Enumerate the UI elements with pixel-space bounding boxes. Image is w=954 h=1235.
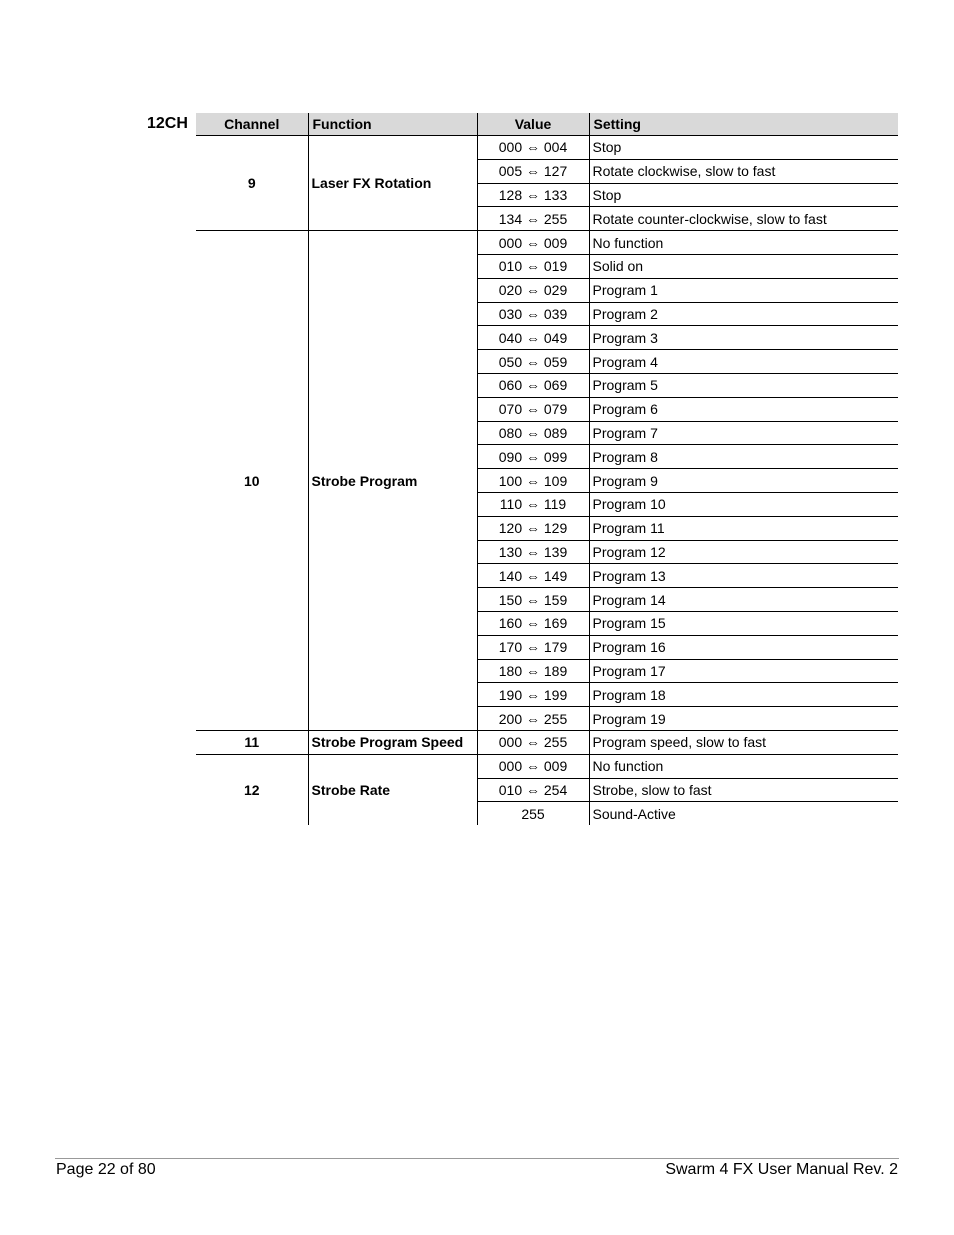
value-cell: 050 ⇔ 059 [477, 350, 589, 374]
value-cell: 020 ⇔ 029 [477, 278, 589, 302]
setting-cell: Program speed, slow to fast [589, 730, 898, 754]
value-cell: 090 ⇔ 099 [477, 445, 589, 469]
table-header-row [196, 113, 898, 136]
channel-cell: 10 [196, 231, 308, 731]
channel-cell: 9 [196, 136, 308, 231]
setting-cell: Program 4 [589, 350, 898, 374]
setting-cell: Program 2 [589, 302, 898, 326]
setting-cell: Program 7 [589, 421, 898, 445]
value-cell: 140 ⇔ 149 [477, 564, 589, 588]
value-cell: 134 ⇔ 255 [477, 207, 589, 231]
setting-cell: Rotate counter-clockwise, slow to fast [589, 207, 898, 231]
setting-cell: Program 12 [589, 540, 898, 564]
header-value: Value [477, 113, 589, 136]
setting-cell: Program 11 [589, 516, 898, 540]
channel-cell: 11 [196, 730, 308, 754]
value-cell: 000 ⇔ 009 [477, 231, 589, 255]
footer-page-number: Page 22 of 80 [56, 1161, 156, 1178]
dmx-channel-table [196, 113, 898, 825]
table-row [196, 136, 898, 160]
value-cell: 010 ⇔ 019 [477, 254, 589, 278]
value-cell: 160 ⇔ 169 [477, 611, 589, 635]
mode-label: 12CH [147, 115, 188, 132]
footer-manual-title: Swarm 4 FX User Manual Rev. 2 [665, 1161, 898, 1178]
setting-cell: Program 5 [589, 373, 898, 397]
setting-cell: Rotate clockwise, slow to fast [589, 159, 898, 183]
table-row [196, 231, 898, 255]
value-cell: 110 ⇔ 119 [477, 492, 589, 516]
value-cell: 030 ⇔ 039 [477, 302, 589, 326]
value-cell: 255 [477, 802, 589, 825]
value-cell: 005 ⇔ 127 [477, 159, 589, 183]
function-cell: Strobe Rate [308, 754, 477, 825]
value-cell: 128 ⇔ 133 [477, 183, 589, 207]
setting-cell: Program 9 [589, 469, 898, 493]
footer-divider [55, 1158, 899, 1159]
channel-cell: 12 [243, 781, 260, 798]
function-cell: Laser FX Rotation [308, 136, 477, 231]
setting-cell: Solid on [589, 254, 898, 278]
setting-cell: Program 14 [589, 588, 898, 612]
value-cell: 080 ⇔ 089 [477, 421, 589, 445]
value-cell: 180 ⇔ 189 [477, 659, 589, 683]
value-cell: 010 ⇔ 254 [477, 778, 589, 802]
setting-cell: Program 19 [589, 707, 898, 731]
setting-cell: Program 1 [589, 278, 898, 302]
header-function: Function [308, 113, 477, 136]
header-setting: Setting [589, 113, 898, 136]
setting-cell: Program 15 [589, 611, 898, 635]
table-row [196, 730, 898, 754]
value-cell: 170 ⇔ 179 [477, 635, 589, 659]
setting-cell: Strobe, slow to fast [589, 778, 898, 802]
setting-cell: Program 18 [589, 683, 898, 707]
table-body [196, 136, 898, 826]
value-cell: 200 ⇔ 255 [477, 707, 589, 731]
value-cell: 150 ⇔ 159 [477, 588, 589, 612]
setting-cell: Stop [589, 136, 898, 160]
value-cell: 120 ⇔ 129 [477, 516, 589, 540]
setting-cell: No function [589, 231, 898, 255]
value-cell: 190 ⇔ 199 [477, 683, 589, 707]
setting-cell: Program 6 [589, 397, 898, 421]
value-cell: 000 ⇔ 255 [477, 730, 589, 754]
table-row [196, 754, 898, 778]
setting-cell: Program 3 [589, 326, 898, 350]
function-cell: Strobe Program [308, 231, 477, 731]
setting-cell: Program 10 [589, 492, 898, 516]
function-cell: Strobe Program Speed [308, 730, 477, 754]
header-channel: Channel [196, 113, 308, 136]
setting-cell: Sound-Active [589, 802, 898, 825]
value-cell: 000 ⇔ 004 [477, 136, 589, 160]
value-cell: 100 ⇔ 109 [477, 469, 589, 493]
value-cell: 070 ⇔ 079 [477, 397, 589, 421]
value-cell: 130 ⇔ 139 [477, 540, 589, 564]
setting-cell: Program 17 [589, 659, 898, 683]
value-cell: 040 ⇔ 049 [477, 326, 589, 350]
setting-cell: Program 13 [589, 564, 898, 588]
value-cell: 060 ⇔ 069 [477, 373, 589, 397]
value-cell: 000 ⇔ 009 [477, 754, 589, 778]
setting-cell: Program 8 [589, 445, 898, 469]
setting-cell: Program 16 [589, 635, 898, 659]
setting-cell: No function [589, 754, 898, 778]
setting-cell: Stop [589, 183, 898, 207]
